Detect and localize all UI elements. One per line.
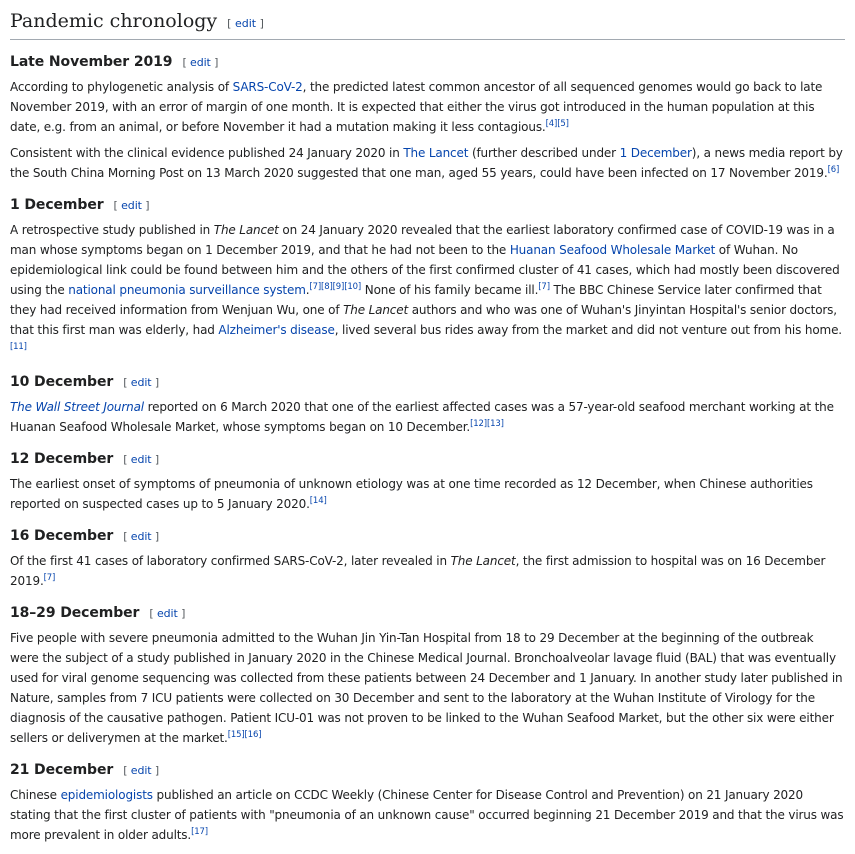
edit-link[interactable]: edit [130,764,152,777]
paragraph: Consistent with the clinical evidence published 24 January 2020 in The Lancet (further described under 1 December), a news media report by the South China Morning Post on 13 March 2020 suggested that one man, aged 55 years, could have been infected on 17 November 2019.[6] [10,146,843,180]
edit-section-link: [ edit ] [227,17,264,30]
edit-link[interactable]: edit [190,56,211,69]
reference-link[interactable]: [5] [557,119,569,129]
edit-link[interactable]: edit [130,376,152,389]
link-epidemiologists[interactable]: epidemiologists [60,788,153,802]
paragraph: The Wall Street Journal reported on 6 March 2020 that one of the earliest affected cases was a 57-year-old seafood merchant working at the Huanan Seafood Wholesale Market, whose symptoms began on 10 December.[12][13] [10,400,834,434]
section-heading-12-december: 12 December [ edit ] [10,451,160,467]
reference-link[interactable]: [4] [545,119,558,129]
link-huanan-seafood-market[interactable]: Huanan Seafood Wholesale Market [509,243,716,257]
edit-section-link: [ edit ] [149,607,186,620]
reference-link[interactable]: [7] [43,573,56,583]
reference-link[interactable]: [7] [538,282,550,292]
reference-link[interactable]: [12] [470,419,487,429]
paragraph: Of the first 41 cases of laboratory confirmed SARS-CoV-2, later revealed in The Lancet, the first admission to hospital was on 16 December 2019.[7] [10,554,826,588]
reference-link[interactable]: [9] [332,282,345,292]
reference-link[interactable]: [8] [321,282,333,292]
edit-section-link: [ edit ] [123,530,160,543]
section-heading-1-december: 1 December [ edit ] [10,197,150,213]
link-sars-cov-2[interactable]: SARS-CoV-2 [232,80,303,94]
reference-link[interactable]: [10] [344,282,362,292]
section-heading-18-29-december: 18–29 December [ edit ] [10,605,186,621]
section-heading-10-december: 10 December [ edit ] [10,374,160,390]
edit-section-link: [ edit ] [182,56,219,69]
paragraph: Chinese epidemiologists published an article on CCDC Weekly (Chinese Center for Disease Control and Prevention) on 21 January 2020 stating that the first cluster of patients with "pneumonia of an unknown cause" occurred beginning 21 December 2019 and that the virus was more prevalent in older adults.[17] [10,788,844,842]
edit-link[interactable]: edit [234,17,257,30]
paragraph: A retrospective study published in The Lancet on 24 January 2020 revealed that the earliest laboratory confirmed case of COVID-19 was in a man whose symptoms began on 1 December 2019, and that he had not been to the Huanan Seafood Wholesale Market of Wuhan. No epidemiological link could be found between him and the others of the first confirmed cluster of 41 cases, which had mostly been discovered using the national pneumonia surveillance system.[7][8][9][10] None of his family became ill.[7] The BBC Chinese Service later confirmed that they had received information from Wenjuan Wu, one of The Lancet authors and who was one of Wuhan's Jinyintan Hospital's senior doctors, that this first man was elderly, had Alzheimer's disease, lived several bus rides away from the market and did not venture out from his home.[11] [10,223,842,352]
paragraph: The earliest onset of symptoms of pneumonia of unknown etiology was at one time recorded as 12 December, when Chinese authorities reported on suspected cases up to 5 January 2020.[14] [10,477,813,511]
section-heading-16-december: 16 December [ edit ] [10,528,160,544]
page-title-text: Pandemic chronology [10,10,218,32]
edit-link[interactable]: edit [130,530,152,543]
reference-link[interactable]: [13] [486,419,504,429]
reference-link[interactable]: [14] [309,496,327,506]
section-heading-21-december: 21 December [ edit ] [10,762,160,778]
edit-section-link: [ edit ] [123,376,160,389]
reference-link[interactable]: [16] [244,730,262,740]
reference-link[interactable]: [6] [827,165,840,175]
edit-link[interactable]: edit [121,199,142,212]
edit-section-link: [ edit ] [123,764,160,777]
paragraph: According to phylogenetic analysis of SARS-CoV-2, the predicted latest common ancestor of all sequenced genomes would go back to late November 2019, with an error of margin of one month. It is expected that either the virus got introduced in the human population at this date, e.g. from an animal, or before November it had a mutation making it less contagious.[4][5] [10,80,823,134]
paragraph: Five people with severe pneumonia admitted to the Wuhan Jin Yin-Tan Hospital from 18 to 29 December at the beginning of the outbreak were the subject of a study published in January 2020 in the Chinese Medical Journal. Bronchoalveolar lavage fluid (BAL) that was eventually used for viral genome sequencing was collected from these patients between 24 December and 1 January. In another study later published in Nature, samples from 7 ICU patients were collected on 30 December and sent to the laboratory at the Wuhan Institute of Virology for the diagnosis of the causative pathogen. Patient ICU-01 was not proven to be linked to the Wuhan Seafood Market, but the other six were either sellers or deliverymen at the market.[15][16] [10,631,843,745]
link-1-december[interactable]: 1 December [619,146,692,160]
edit-link[interactable]: edit [156,607,178,620]
reference-link[interactable]: [17] [191,827,208,837]
edit-section-link: [ edit ] [113,199,150,212]
edit-link[interactable]: edit [130,453,152,466]
reference-link[interactable]: [7] [309,282,322,292]
link-national-pneumonia-surveillance[interactable]: national pneumonia surveillance system [68,283,306,297]
edit-section-link: [ edit ] [123,453,160,466]
reference-link[interactable]: [11] [10,342,27,352]
link-wall-street-journal[interactable]: The Wall Street Journal [10,400,144,414]
section-heading-late-november: Late November 2019 [ edit ] [10,54,219,70]
page-title [10,8,845,40]
link-alzheimers-disease[interactable]: Alzheimer's disease [218,323,335,337]
reference-link[interactable]: [15] [227,730,245,740]
link-the-lancet[interactable]: The Lancet [403,146,469,160]
